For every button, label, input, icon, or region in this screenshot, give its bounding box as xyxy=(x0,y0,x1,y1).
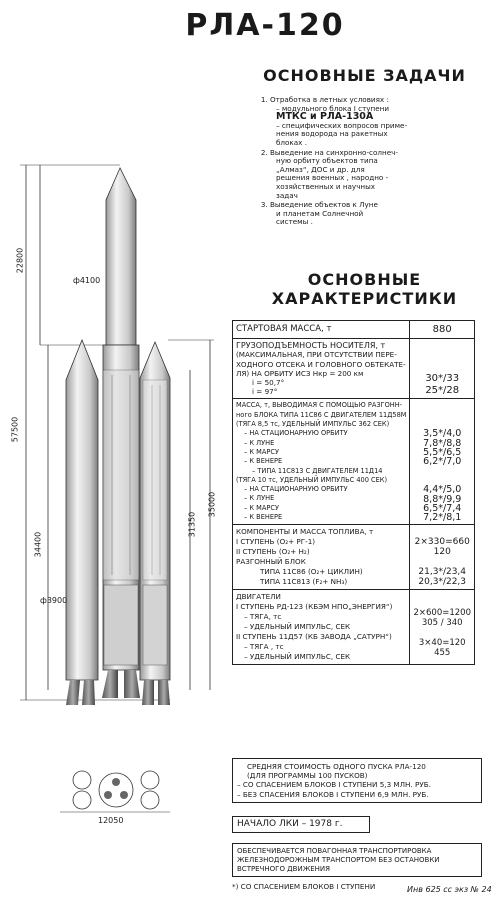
task-1-line: нения водорода на ракетных xyxy=(276,129,388,139)
task-2-line: „Алмаз“, ДОС и др. для xyxy=(276,164,365,174)
characteristics-heading xyxy=(262,270,467,308)
engines-isp1: – УДЕЛЬНЫЙ ИМПУЛЬС, СЕК xyxy=(244,622,351,632)
start-mass-label: СТАРТОВАЯ МАССА, т xyxy=(233,321,410,339)
task-item-1 xyxy=(270,96,473,148)
dim-22800: 22800 xyxy=(15,247,25,274)
fuel-value: 21,3*/23,4 xyxy=(418,567,467,578)
task-item-2 xyxy=(270,149,473,201)
engines-value: 2×600=1200 xyxy=(413,608,471,619)
upper-value: 8,8*/9,9 xyxy=(423,493,462,505)
engines-cell xyxy=(233,590,410,665)
payload-line: ХОДНОГО ОТСЕКА И ГОЛОВНОГО ОБТЕКАТЕ- xyxy=(236,359,406,369)
task-1-line: блоках . xyxy=(276,137,307,147)
task-2-line: ную орбиту объектов типа xyxy=(276,156,378,166)
task-1-line: МТКС и РЛА-130А xyxy=(276,111,374,123)
cost-line: – СО СПАСЕНИЕМ БЛОКОВ I СТУПЕНИ 5,3 МЛН. РУБ. xyxy=(237,780,431,790)
tasks-list xyxy=(258,96,473,228)
transport-box xyxy=(232,843,482,877)
fuel-cell xyxy=(233,525,410,590)
task-3-lead: Выведение объектов к Луне xyxy=(270,200,378,210)
upper-stage-cell xyxy=(233,399,410,525)
task-2-lead: Выведение на синхронно-солнеч- xyxy=(270,147,398,157)
fuel-type1: ТИПА 11С86 (O₂+ ЦИКЛИН) xyxy=(260,567,363,577)
task-3-line: и планетам Солнечной xyxy=(276,208,364,218)
dim-35000: 35000 xyxy=(207,491,217,518)
transport-line: ВСТРЕЧНОГО ДВИЖЕНИЯ xyxy=(237,864,331,873)
page-title: РЛА-120 xyxy=(185,8,345,43)
task-2-line: решения военных , народно - xyxy=(276,173,389,183)
engines-thrust1: – ТЯГА, тс xyxy=(244,612,282,622)
engines-stage1: I СТУПЕНЬ РД-123 (КБЭМ НПО„ЭНЕРГИЯ“) xyxy=(236,602,393,612)
rocket-drawing xyxy=(0,150,240,840)
task-2-line: задач xyxy=(276,190,298,200)
inventory-stamp: Инв 625 сс экз № 24 xyxy=(407,885,492,894)
upper-target: – К ЛУНЕ xyxy=(244,438,275,447)
upper-value: 5,5*/6,5 xyxy=(423,447,462,459)
upper-line: ного БЛОКА ТИПА 11С86 С ДВИГАТЕЛЕМ 11Д58М xyxy=(236,410,407,419)
payload-line: ГРУЗОПОДЪЕМНОСТЬ НОСИТЕЛЯ, т xyxy=(236,341,386,351)
upper-value: 6,5*/7,4 xyxy=(423,502,462,514)
cost-box xyxy=(232,758,482,803)
payload-value-2: 25*/28 xyxy=(425,384,460,396)
engines-heading: ДВИГАТЕЛИ xyxy=(236,592,281,602)
upper-value: 3,5*/4,0 xyxy=(423,428,462,440)
engines-values xyxy=(410,590,475,665)
dim-57500: 57500 xyxy=(10,416,20,443)
upper-target: – К ВЕНЕРЕ xyxy=(244,457,283,466)
dim-diameter-3900: ф3900 xyxy=(40,596,68,605)
fuel-value: 2×330=660 xyxy=(414,537,470,548)
transport-line: ОБЕСПЕЧИВАЕТСЯ ПОВАГОННАЯ ТРАНСПОРТИРОВКА xyxy=(237,847,432,855)
upper-line: (ТЯГА 8,5 тс, УДЕЛЬНЫЙ ИМПУЛЬС 362 СЕК) xyxy=(236,420,390,429)
dim-12050: 12050 xyxy=(98,816,124,825)
task-1-lead: Отработка в летных условиях : xyxy=(270,95,389,104)
upper-value: 7,2*/8,1 xyxy=(423,512,462,524)
task-1-line: – специфических вопросов приме- xyxy=(276,120,408,130)
payload-inclination-2: i = 97° xyxy=(252,387,278,397)
fuel-heading: КОМПОНЕНТЫ И МАССА ТОПЛИВА, т xyxy=(236,527,374,537)
cost-line: СРЕДНЯЯ СТОИМОСТЬ ОДНОГО ПУСКА РЛА-120 xyxy=(247,762,426,771)
fuel-booster: РАЗГОННЫЙ БЛОК xyxy=(236,557,306,567)
task-item-3 xyxy=(270,201,473,227)
upper-value: 6,2*/7,0 xyxy=(423,456,462,468)
payload-values xyxy=(410,339,475,399)
characteristics-table xyxy=(232,320,475,665)
engines-value: 3×40=120 xyxy=(418,638,466,649)
lki-box: НАЧАЛО ЛКИ – 1978 г. xyxy=(232,816,370,833)
dim-diameter-4100: ф4100 xyxy=(73,276,101,285)
table-row xyxy=(233,590,475,665)
payload-line: ЛЯ) НА ОРБИТУ ИСЗ Нкр = 200 км xyxy=(236,368,364,378)
transport-line: ЖЕЛЕЗНОДОРОЖНЫМ ТРАНСПОРТОМ БЕЗ ОСТАНОВКИ xyxy=(237,855,440,864)
payload-line: (МАКСИМАЛЬНАЯ, ПРИ ОТСУТСТВИИ ПЕРЕ- xyxy=(236,350,397,360)
fuel-stage1: I СТУПЕНЬ (O₂+ РГ-1) xyxy=(236,537,316,547)
payload-cell xyxy=(233,339,410,399)
upper-target: – НА СТАЦИОНАРНУЮ ОРБИТУ xyxy=(244,485,348,494)
fuel-values xyxy=(410,525,475,590)
upper-stage-values xyxy=(410,399,475,525)
cost-line: – БЕЗ СПАСЕНИЯ БЛОКОВ I СТУПЕНИ 6,9 МЛН. РУБ. xyxy=(237,789,429,799)
table-row xyxy=(233,399,475,525)
cost-line: (ДЛЯ ПРОГРАММЫ 100 ПУСКОВ) xyxy=(247,771,368,781)
task-2-line: хозяйственных и научных xyxy=(276,181,376,191)
upper-line: – ТИПА 11С813 С ДВИГАТЕЛЕМ 11Д14 xyxy=(252,466,383,475)
dim-34400: 34400 xyxy=(33,531,43,558)
dim-31350: 31350 xyxy=(187,511,197,538)
payload-value-1: 30*/33 xyxy=(425,373,460,385)
tasks-heading: ОСНОВНЫЕ ЗАДАЧИ xyxy=(263,66,466,85)
engines-thrust2: – ТЯГА , тс xyxy=(244,642,284,652)
task-1-line: – модульного блока I ступени xyxy=(276,103,390,113)
upper-line: (ТЯГА 10 тс, УДЕЛЬНЫЙ ИМПУЛЬС 400 СЕК) xyxy=(236,475,388,484)
upper-target: – НА СТАЦИОНАРНУЮ ОРБИТУ xyxy=(244,429,348,438)
table-row xyxy=(233,321,475,339)
footnote: *) СО СПАСЕНИЕМ БЛОКОВ I СТУПЕНИ xyxy=(232,882,376,891)
payload-inclination-1: i = 50,7° xyxy=(252,378,285,388)
upper-target: – К МАРСУ xyxy=(244,503,279,512)
task-3-line: системы . xyxy=(276,217,313,227)
characteristics-heading-line1: ОСНОВНЫЕ xyxy=(307,270,422,289)
fuel-stage2: II СТУПЕНЬ (O₂+ H₂) xyxy=(236,547,310,557)
fuel-type2: ТИПА 11С813 (F₂+ NH₃) xyxy=(260,577,348,587)
engines-value: 455 xyxy=(434,648,451,659)
upper-target: – К ЛУНЕ xyxy=(244,494,275,503)
upper-target: – К МАРСУ xyxy=(244,447,279,456)
characteristics-heading-line2: ХАРАКТЕРИСТИКИ xyxy=(271,289,458,308)
table-row xyxy=(233,339,475,399)
upper-line: МАССА, т, ВЫВОДИМАЯ С ПОМОЩЬЮ РАЗГОНН- xyxy=(236,401,403,410)
table-row xyxy=(233,525,475,590)
fuel-value: 120 xyxy=(433,547,451,558)
upper-value: 7,8*/8,8 xyxy=(423,437,462,449)
fuel-value: 20,3*/22,3 xyxy=(418,577,467,588)
engines-isp2: – УДЕЛЬНЫЙ ИМПУЛЬС, СЕК xyxy=(244,652,351,662)
upper-value: 4,4*/5,0 xyxy=(423,484,462,496)
upper-target: – К ВЕНЕРЕ xyxy=(244,512,283,521)
start-mass-value: 880 xyxy=(410,321,475,339)
engines-value: 305 / 340 xyxy=(421,618,463,629)
engines-stage2: II СТУПЕНЬ 11Д57 (КБ ЗАВОДА „САТУРН“) xyxy=(236,632,392,642)
